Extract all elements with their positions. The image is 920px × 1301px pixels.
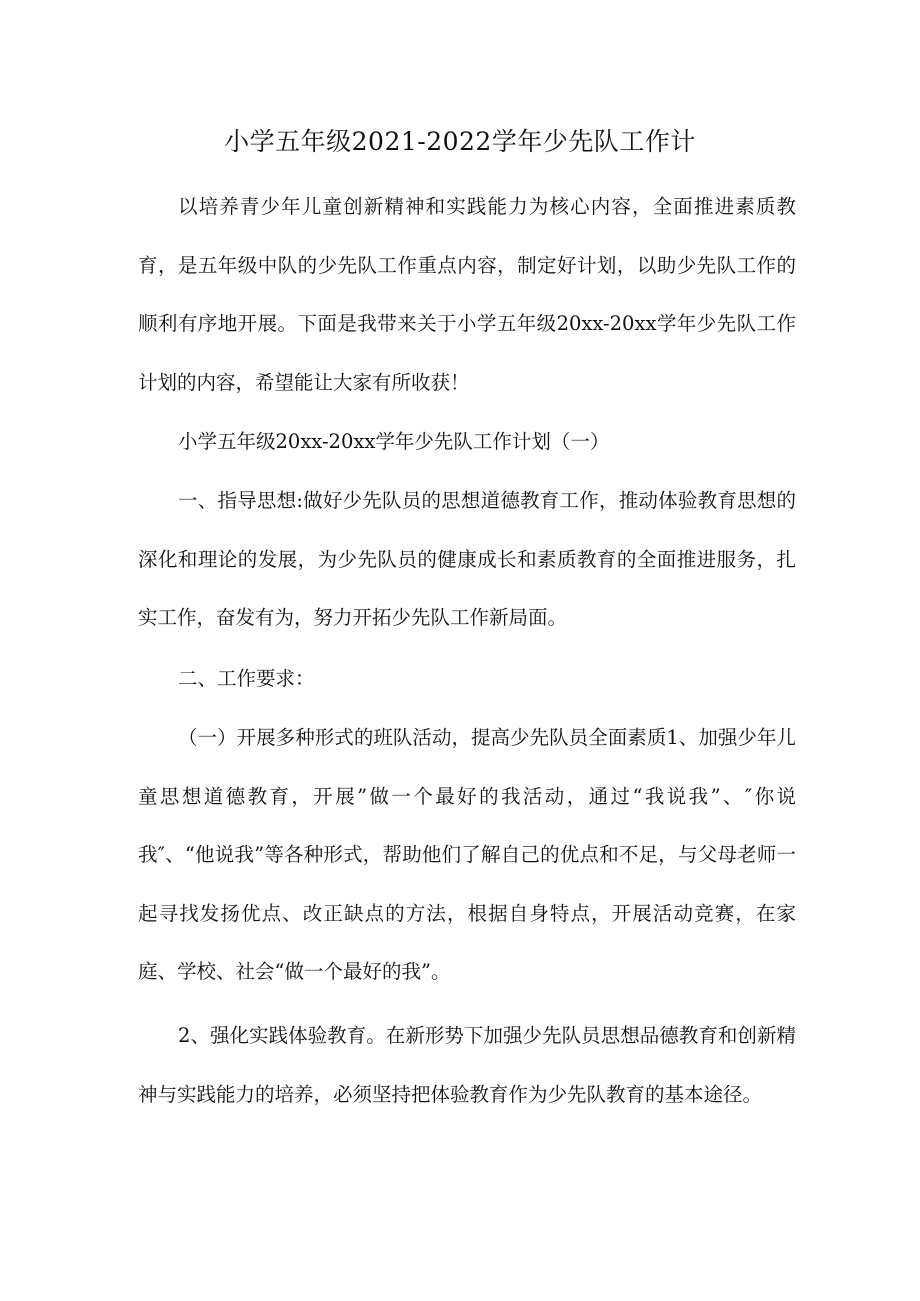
plan-heading: 小学五年级20xx-20xx学年少先队工作计划（一） bbox=[178, 430, 610, 453]
guiding-ideology-paragraph: 一、指导思想:做好少先队员的思想道德教育工作，推动体验教育思想的深化和理论的发展，为少先队员的健康成长和素质教育的全面推进服务，扎实工作，奋发有为，努力开拓少先队工作新局面。 bbox=[138, 489, 796, 629]
intro-paragraph: 以培养青少年儿童创新精神和实践能力为核心内容，全面推进素质教育，是五年级中队的少先队工作重点内容，制定好计划，以助少先队工作的顺利有序地开展。下面是我带来关于小学五年级20xx-20xx学年少先队工作计划的内容，希望能让大家有所收获！ bbox=[138, 195, 796, 394]
work-requirements-heading: 二、工作要求： bbox=[178, 667, 315, 690]
practice-education-paragraph: 2、强化实践体验教育。在新形势下加强少先队员思想品德教育和创新精神与实践能力的培养，必须坚持把体验教育作为少先队教育的基本途径。 bbox=[138, 1024, 796, 1106]
activities-paragraph: （一）开展多种形式的班队活动，提高少先队员全面素质1、加强少年儿童思想道德教育，开展”做一个最好的我活动，通过“我说我”、″你说我″、“他说我”等各种形式，帮助他们了解自己的优点和不足，与父母老师一起寻找发扬优点、改正缺点的方法，根据自身特点，开展活动竞赛，在家庭、学校、社会“做一个最好的我”。 bbox=[138, 726, 796, 983]
document-title: 小学五年级2021-2022学年少先队工作计 bbox=[224, 127, 696, 156]
